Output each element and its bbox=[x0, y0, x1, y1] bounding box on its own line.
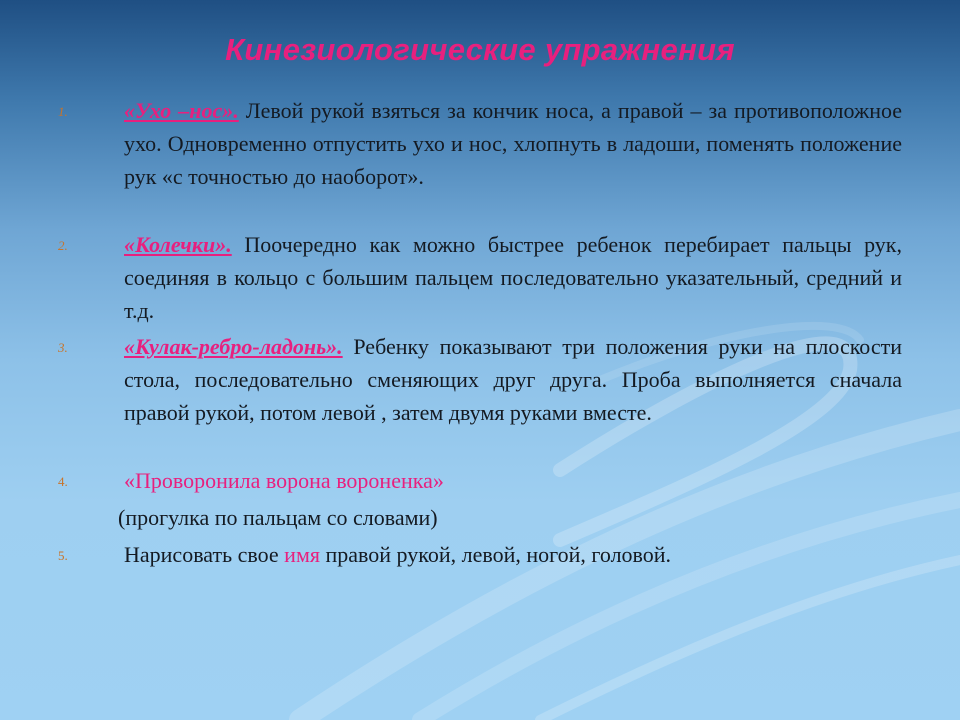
list-number: 4. bbox=[58, 474, 68, 489]
exercise-description: Ребенку показывают три положения руки на плоскости стола, последовательно сменяющих друг друга. Проба выполняется сначала правой рукой, потом левой , затем двумя руками вместе. bbox=[124, 334, 902, 425]
list-number: 3. bbox=[58, 340, 68, 355]
slide-title: Кинезиологические упражнения bbox=[225, 32, 735, 67]
exercise-description: Поочередно как можно быстрее ребенок перебирает пальцы рук, соединяя в кольцо с большим пальцем последовательно указательный, средний и т.д. bbox=[124, 232, 902, 323]
list-item bbox=[124, 228, 902, 327]
list-item bbox=[124, 330, 902, 429]
list-number: 2. bbox=[58, 238, 68, 253]
exercise-title: «Проворонила ворона вороненка» bbox=[124, 468, 444, 493]
exercise-description: правой рукой, левой, ногой, головой. bbox=[320, 542, 672, 567]
list-item bbox=[124, 538, 902, 571]
highlighted-word: имя bbox=[284, 542, 320, 567]
list-number: 1. bbox=[58, 104, 68, 119]
exercise-title: «Ухо –нос». bbox=[124, 98, 239, 123]
exercise-description: (прогулка по пальцам со словами) bbox=[118, 505, 438, 530]
exercise-title: «Колечки». bbox=[124, 232, 232, 257]
exercise-title: «Кулак-ребро-ладонь». bbox=[124, 334, 343, 359]
list-number: 5. bbox=[58, 548, 68, 563]
list-item bbox=[124, 94, 902, 193]
exercise-description: Нарисовать свое bbox=[124, 542, 285, 567]
exercise-description: Левой рукой взяться за кончик носа, а правой – за противоположное ухо. Одновременно отпустить ухо и нос, хлопнуть в ладоши, поменять положение рук «с точностью до наоборот». bbox=[124, 98, 902, 189]
